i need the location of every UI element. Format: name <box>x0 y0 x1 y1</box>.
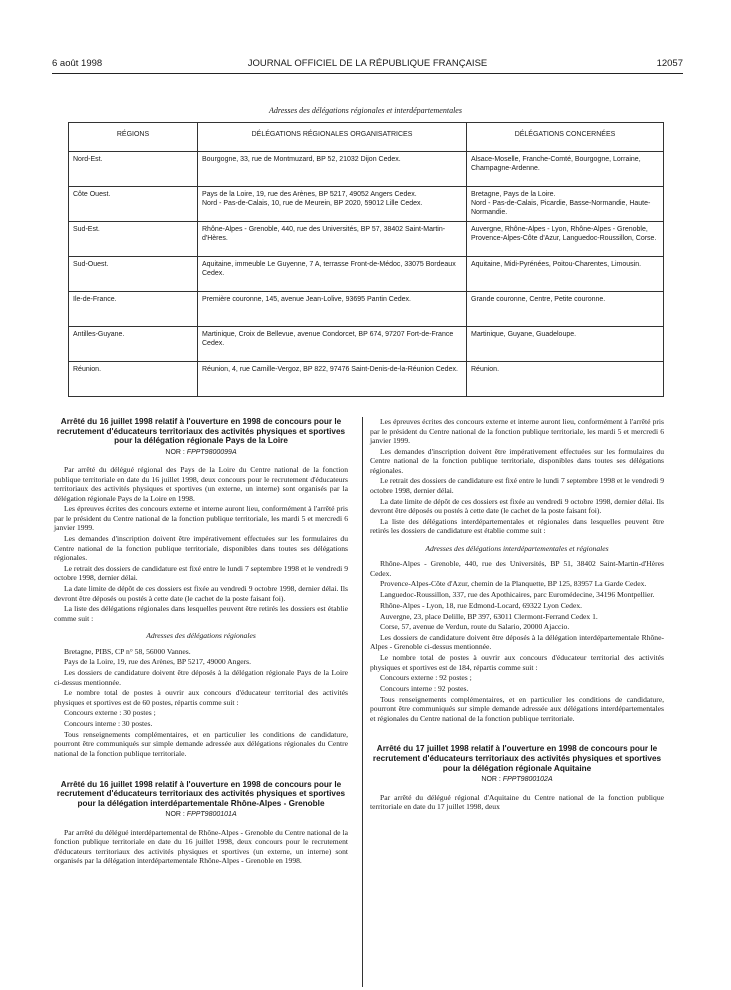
table-row <box>69 292 664 327</box>
table-row <box>69 222 664 257</box>
address-line: Rhône-Alpes - Lyon, 18, rue Edmond-Locard, 69322 Lyon Cedex. <box>380 600 583 610</box>
paragraph: Le retrait des dossiers de candidature est fixé entre le lundi 7 septembre 1998 et le vendredi 9 octobre 1998, dernier délai. <box>54 563 348 583</box>
table-cell: Première couronne, 145, avenue Jean-Lolive, 93695 Pantin Cedex. <box>198 292 467 327</box>
arrete-title: Arrêté du 16 juillet 1998 relatif à l'ouverture en 1998 de concours pour le recrutement d'éducateurs territoriaux des activités physiques et sportives pour la délégation régionale Pays de la Loire <box>56 417 346 446</box>
table-cell: Aquitaine, immeuble Le Guyenne, 7 A, terrasse Front-de-Médoc, 33075 Bordeaux Cedex. <box>198 257 467 292</box>
paragraph: La liste des délégations interdépartementales et régionales dans lesquelles peuvent être retirés les dossiers de candidature est établie comme suit : <box>370 516 664 536</box>
table-cell: Rhône-Alpes - Grenoble, 440, rue des Universités, BP 57, 38402 Saint-Martin-d'Hères. <box>198 222 467 257</box>
address-line: Rhône-Alpes - Grenoble, 440, rue des Universités, BP 51, 38402 Saint-Martin-d'Hères Cedex. <box>370 559 664 578</box>
table-cell: Antilles-Guyane. <box>69 327 198 362</box>
list-item: Concours externe : 92 postes ; <box>380 673 472 683</box>
table-header-row <box>69 123 664 152</box>
table-cell: Aquitaine, Midi-Pyrénées, Poitou-Charentes, Limousin. <box>467 257 664 292</box>
list-item: Concours interne : 92 postes. <box>380 683 469 693</box>
nor-label: NOR : <box>165 448 185 456</box>
address-line: Auvergne, 23, place Delille, BP 397, 63011 Clermont-Ferrand Cedex 1. <box>380 611 598 621</box>
section-subheading: Adresses des délégations interdépartementales et régionales <box>425 543 609 553</box>
address-line: Bretagne, PIBS, CP n° 58, 56000 Vannes. <box>64 646 191 656</box>
right-column <box>370 417 664 813</box>
table-cell: Ile-de-France. <box>69 292 198 327</box>
section-subheading: Adresses des délégations régionales <box>146 631 256 641</box>
table-row <box>69 327 664 362</box>
table-cell: Réunion. <box>467 362 664 397</box>
nor-code: FPPT9800101A <box>186 811 237 819</box>
table-cell: Auvergne, Rhône-Alpes - Lyon, Rhône-Alpes - Grenoble, Provence-Alpes-Côte d'Azur, Languedoc-Roussillon, Corse. <box>467 222 664 257</box>
paragraph: Les demandes d'inscription doivent être impérativement effectuées sur les formulaires du Centre national de la fonction publique territoriale, disponibles dans toutes ses délégations régionales. <box>54 534 348 563</box>
address-line: Pays de la Loire, 19, rue des Arènes, BP 5217, 49000 Angers. <box>64 657 252 667</box>
delegations-table <box>68 122 664 397</box>
address-line: Corse, 57, avenue de Verdun, route du Salario, 20000 Ajaccio. <box>380 622 570 632</box>
address-line: Languedoc-Roussillon, 337, rue des Apothicaires, parc Euromédecine, 34196 Montpellier. <box>380 590 655 600</box>
table-row <box>69 257 664 292</box>
nor-reference <box>54 448 348 458</box>
header-rule <box>52 73 683 74</box>
paragraph: Par arrêté du délégué interdépartemental de Rhône-Alpes - Grenoble du Centre national de la fonction publique territoriale en date du 16 juillet 1998, deux concours pour le recrutement d'éducateurs territoriaux des activités physiques et sportives (un externe, un interne) sont organisés par la délégation interdépartementale Rhône-Alpes - Grenoble en 1998. <box>54 827 348 866</box>
nor-label: NOR : <box>481 776 501 784</box>
column-header: DÉLÉGATIONS CONCERNÉES <box>467 123 664 152</box>
section-separator <box>54 760 348 780</box>
nor-label: NOR : <box>165 811 185 819</box>
table-cell: Réunion, 4, rue Camille-Vergoz, BP 822, 97476 Saint-Denis-de-la-Réunion Cedex. <box>198 362 467 397</box>
paragraph: La date limite de dépôt de ces dossiers est fixée au vendredi 9 octobre 1998, dernier délai. Ils devront être déposés ou postés à cette date (le cachet de la poste faisant foi). <box>54 584 348 603</box>
table-cell: Bourgogne, 33, rue de Montmuzard, BP 52, 21032 Dijon Cedex. <box>198 152 467 187</box>
table-row <box>69 152 664 187</box>
paragraph: La liste des délégations régionales dans lesquelles peuvent être retirés les dossiers est établie comme suit : <box>54 604 348 623</box>
header-date: 6 août 1998 <box>52 58 103 69</box>
page-header <box>52 58 683 72</box>
paragraph: Le nombre total de postes à ouvrir aux concours d'éducateur territorial des activités physiques et sportives est de 60 postes, répartis comme suit : <box>54 688 348 707</box>
paragraph: Les épreuves écrites des concours externe et interne auront lieu, conformément à l'arrêté pris par le président du Centre national de la fonction publique territoriale, les mardi 5 et mercredi 6 janvier 1999. <box>54 504 348 533</box>
paragraph: Les dossiers de candidature doivent être déposés à la délégation interdépartementale Rhône-Alpes - Grenoble ci-dessus mentionnée. <box>370 632 664 652</box>
table-row <box>69 362 664 397</box>
address-line: Provence-Alpes-Côte d'Azur, chemin de la Planquette, BP 125, 83957 La Garde Cedex. <box>380 579 647 589</box>
arrete-title: Arrêté du 16 juillet 1998 relatif à l'ouverture en 1998 de concours pour le recrutement d'éducateurs territoriaux des activités physiques et sportives pour la délégation interdépartementale Rhône-Alpes - Grenoble <box>56 779 346 808</box>
header-journal-title: JOURNAL OFFICIEL DE LA RÉPUBLIQUE FRANÇAISE <box>247 58 488 69</box>
table-cell: Côte Ouest. <box>69 187 198 222</box>
table-body <box>69 152 664 397</box>
paragraph: Le retrait des dossiers de candidature est fixé entre le lundi 7 septembre 1998 et le vendredi 9 octobre 1998, dernier délai. <box>370 476 664 495</box>
paragraph: Par arrêté du délégué régional des Pays de la Loire du Centre national de la fonction publique territoriale en date du 16 juillet 1998, deux concours pour le recrutement d'éducateurs territoriaux des activités physiques et sportives (un externe, un interne) sont organisés par la délégation régionale Pays de la Loire en 1998. <box>54 465 348 503</box>
paragraph: Les dossiers de candidature doivent être déposés à la délégation régionale Pays de la Loire ci-dessus mentionnée. <box>54 668 348 687</box>
paragraph: Par arrêté du délégué régional d'Aquitaine du Centre national de la fonction publique territoriale en date du 17 juillet 1998, deux <box>370 792 664 812</box>
section-separator <box>370 724 664 744</box>
column-header: DÉLÉGATIONS RÉGIONALES ORGANISATRICES <box>198 123 467 152</box>
nor-code: FPPT9800099A <box>186 448 237 456</box>
paragraph: Tous renseignements complémentaires, et en particulier les conditions de candidature, pourront être communiqués sur simple demande adressée aux délégations interdépartementales et régionales du Centre national de la fonction publique territoriale. <box>370 694 664 723</box>
table-cell: Bretagne, Pays de la Loire. Nord - Pas-de-Calais, Picardie, Basse-Normandie, Haute-Normandie. <box>467 187 664 222</box>
nor-code: FPPT9800102A <box>502 776 553 784</box>
table-title: Adresses des délégations régionales et interdépartementales <box>269 106 462 115</box>
column-divider <box>362 417 363 987</box>
table-cell: Sud-Ouest. <box>69 257 198 292</box>
table-row <box>69 187 664 222</box>
nor-reference <box>54 810 348 820</box>
table-cell: Sud-Est. <box>69 222 198 257</box>
list-item: Concours interne : 30 postes. <box>64 719 153 729</box>
nor-reference <box>370 775 664 785</box>
paragraph: Tous renseignements complémentaires, et en particulier les conditions de candidature, pourront être communiqués sur simple demande adressée aux délégations régionales du Centre national de la fonction publique territoriale. <box>54 729 348 758</box>
arrete-title: Arrêté du 17 juillet 1998 relatif à l'ouverture en 1998 de concours pour le recrutement d'éducateurs territoriaux des activités physiques et sportives pour la délégation régionale Aquitaine <box>372 744 662 773</box>
paragraph: La date limite de dépôt de ces dossiers est fixée au vendredi 9 octobre 1998, dernier délai. Ils devront être déposés ou postés à cette date (le cachet de la poste faisant foi). <box>370 496 664 516</box>
table-cell: Pays de la Loire, 19, rue des Arènes, BP 5217, 49052 Angers Cedex. Nord - Pas-de-Calais, 10, rue de Meurein, BP 2020, 59012 Lille Cedex. <box>198 187 467 222</box>
table-cell: Nord-Est. <box>69 152 198 187</box>
table-cell: Réunion. <box>69 362 198 397</box>
paragraph: Le nombre total de postes à ouvrir aux concours d'éducateur territorial des activités physiques et sportives est de 184, répartis comme suit : <box>370 653 664 672</box>
table-cell: Alsace-Moselle, Franche-Comté, Bourgogne, Lorraine, Champagne-Ardenne. <box>467 152 664 187</box>
table-cell: Grande couronne, Centre, Petite couronne. <box>467 292 664 327</box>
column-header: RÉGIONS <box>69 123 198 152</box>
paragraph: Les épreuves écrites des concours externe et interne auront lieu, conformément à l'arrêté pris par le président du Centre national de la fonction publique territoriale, les mardi 5 et mercredi 6 janvier 1999. <box>370 417 664 445</box>
paragraph: Les demandes d'inscription doivent être impérativement effectuées sur les formulaires du Centre national de la fonction publique territoriale, disponibles dans toutes ses délégations régionales. <box>370 446 664 475</box>
header-page-number: 12057 <box>656 58 683 69</box>
table-cell: Martinique, Croix de Bellevue, avenue Condorcet, BP 674, 97207 Fort-de-France Cedex. <box>198 327 467 362</box>
table-cell: Martinique, Guyane, Guadeloupe. <box>467 327 664 362</box>
list-item: Concours externe : 30 postes ; <box>64 708 156 718</box>
left-column <box>54 417 348 867</box>
